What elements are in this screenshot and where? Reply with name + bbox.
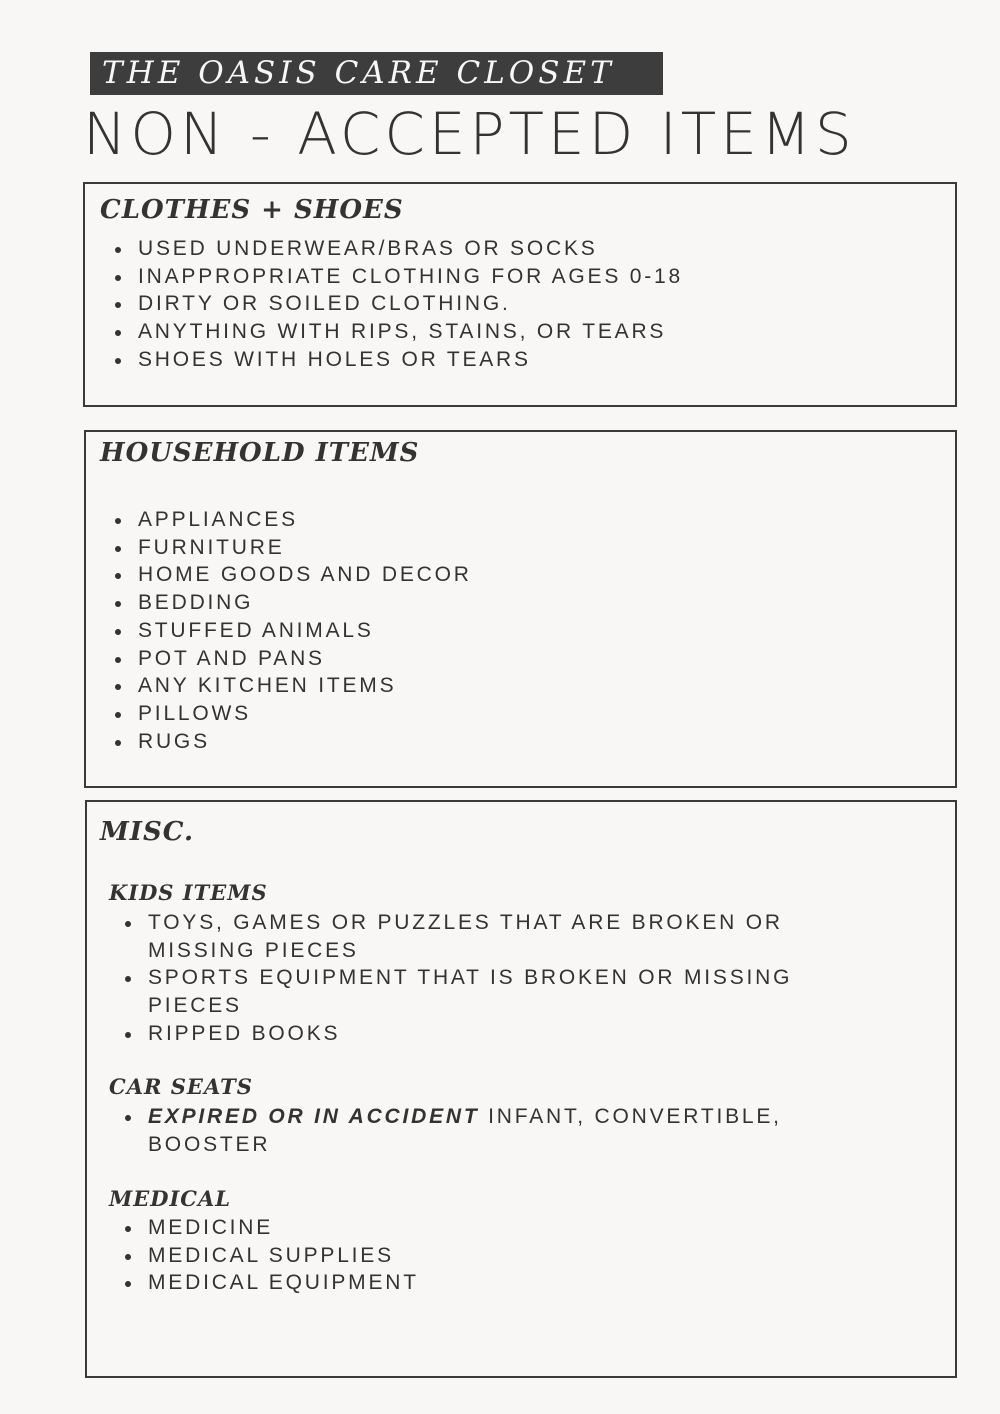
misc-section-title: MISC.: [100, 817, 195, 847]
list-item: FURNITURE: [100, 534, 472, 562]
car-seats-emphasis: EXPIRED OR IN ACCIDENT: [148, 1105, 480, 1128]
list-item: STUFFED ANIMALS: [100, 617, 472, 645]
medical-list: [110, 1214, 419, 1297]
list-item: DIRTY OR SOILED CLOTHING.: [100, 290, 683, 318]
list-item: MEDICAL EQUIPMENT: [110, 1269, 419, 1297]
brand-banner: THE OASIS CARE CLOSET: [90, 52, 663, 95]
list-item-continuation: BOOSTER: [148, 1132, 271, 1156]
list-item: PILLOWS: [100, 700, 472, 728]
car-seats-types: INFANT, CONVERTIBLE,: [479, 1105, 782, 1128]
medical-title: MEDICAL: [109, 1186, 232, 1211]
clothes-list: [100, 235, 683, 374]
list-item: ANY KITCHEN ITEMS: [100, 672, 472, 700]
list-item: MEDICAL SUPPLIES: [110, 1242, 419, 1270]
kids-items-list: [110, 909, 792, 1048]
list-item: APPLIANCES: [100, 506, 472, 534]
list-item: BEDDING: [100, 589, 472, 617]
list-item: [110, 1103, 782, 1131]
list-item-continuation: MISSING PIECES: [148, 938, 359, 962]
car-seats-list: [110, 1103, 782, 1158]
list-item: HOME GOODS AND DECOR: [100, 561, 472, 589]
kids-items-title: KIDS ITEMS: [109, 880, 268, 905]
list-item: INAPPROPRIATE CLOTHING FOR AGES 0-18: [100, 263, 683, 291]
clothes-section-title: CLOTHES + SHOES: [100, 195, 404, 225]
list-item: RIPPED BOOKS: [110, 1020, 792, 1048]
list-item-continuation: PIECES: [148, 994, 242, 1018]
list-item: TOYS, GAMES OR PUZZLES THAT ARE BROKEN OR: [110, 909, 792, 937]
list-item: ANYTHING WITH RIPS, STAINS, OR TEARS: [100, 318, 683, 346]
list-item: POT AND PANS: [100, 645, 472, 673]
list-item: MEDICINE: [110, 1214, 419, 1242]
list-item: USED UNDERWEAR/BRAS OR SOCKS: [100, 235, 683, 263]
household-list: [100, 506, 472, 755]
list-item: SPORTS EQUIPMENT THAT IS BROKEN OR MISSING: [110, 964, 792, 992]
list-item: SHOES WITH HOLES OR TEARS: [100, 346, 683, 374]
page-title: NON - ACCEPTED ITEMS: [83, 100, 856, 168]
car-seats-title: CAR SEATS: [109, 1074, 253, 1099]
household-section-title: HOUSEHOLD ITEMS: [100, 438, 420, 468]
list-item: RUGS: [100, 728, 472, 756]
